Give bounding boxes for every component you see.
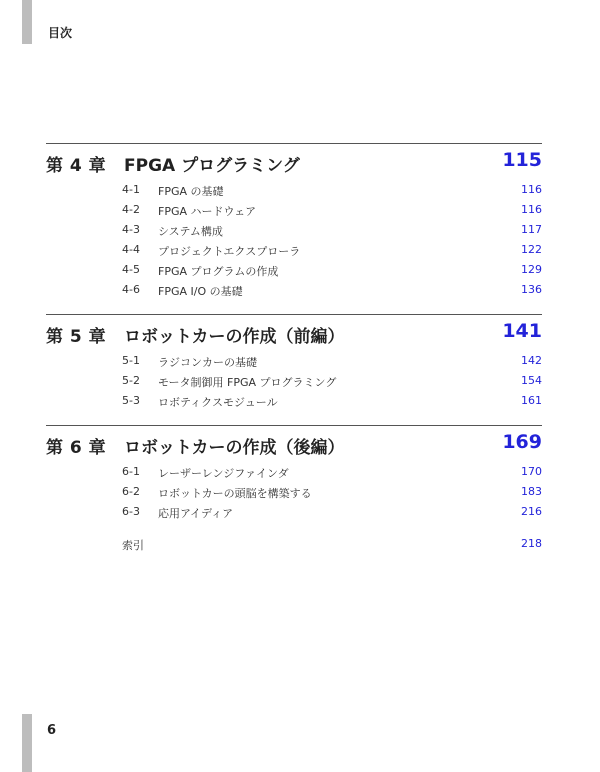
section-title: FPGA ハードウェア	[158, 205, 257, 218]
toc-entry[interactable]	[46, 280, 542, 300]
chapter-6	[46, 425, 542, 522]
section-page-link[interactable]: 154	[521, 374, 542, 387]
section-page-link[interactable]: 116	[521, 203, 542, 216]
section-page-link[interactable]: 136	[521, 283, 542, 296]
chapter-title: FPGA プログラミング	[124, 156, 300, 176]
section-number: 4-6	[122, 283, 140, 296]
toc-entry[interactable]	[46, 462, 542, 482]
section-number: 4-2	[122, 203, 140, 216]
section-title: プロジェクトエクスプローラ	[158, 245, 301, 258]
toc-entry[interactable]	[46, 482, 542, 502]
section-list	[46, 180, 542, 300]
section-title: システム構成	[158, 225, 223, 238]
section-title: FPGA の基礎	[158, 185, 224, 198]
chapter-heading[interactable]	[46, 426, 542, 462]
chapter-label: 第 5 章	[46, 327, 107, 347]
section-number: 4-4	[122, 243, 140, 256]
section-number: 4-1	[122, 183, 140, 196]
toc-entry[interactable]	[46, 200, 542, 220]
section-page-link[interactable]: 183	[521, 485, 542, 498]
chapter-heading[interactable]	[46, 144, 542, 180]
section-page-link[interactable]: 142	[521, 354, 542, 367]
toc-entry[interactable]	[46, 371, 542, 391]
section-page-link[interactable]: 170	[521, 465, 542, 478]
section-title: ロボティクスモジュール	[158, 396, 278, 409]
section-number: 6-1	[122, 465, 140, 478]
chapter-page-link[interactable]: 169	[502, 431, 542, 453]
index-title: 索引	[122, 539, 144, 552]
section-title: ロボットカーの頭脳を構築する	[158, 487, 312, 500]
section-title: FPGA I/O の基礎	[158, 285, 243, 298]
toc-entry[interactable]	[46, 502, 542, 522]
section-list	[46, 351, 542, 411]
toc-entry[interactable]	[46, 240, 542, 260]
section-number: 5-1	[122, 354, 140, 367]
page-header-title: 目次	[48, 26, 73, 40]
chapter-4	[46, 143, 542, 300]
side-tab-bottom	[22, 714, 32, 772]
chapter-title: ロボットカーの作成（後編）	[124, 438, 345, 458]
chapter-page-link[interactable]: 115	[502, 149, 542, 171]
section-number: 4-5	[122, 263, 140, 276]
toc-entry-index[interactable]	[46, 534, 542, 554]
index-page-link[interactable]: 218	[521, 537, 542, 550]
section-title: モータ制御用 FPGA プログラミング	[158, 376, 337, 389]
chapter-page-link[interactable]: 141	[502, 320, 542, 342]
toc-entry[interactable]	[46, 391, 542, 411]
section-number: 6-3	[122, 505, 140, 518]
toc-entry[interactable]	[46, 351, 542, 371]
chapter-5	[46, 314, 542, 411]
section-number: 4-3	[122, 223, 140, 236]
section-page-link[interactable]: 116	[521, 183, 542, 196]
section-number: 6-2	[122, 485, 140, 498]
section-page-link[interactable]: 129	[521, 263, 542, 276]
section-number: 5-2	[122, 374, 140, 387]
toc-entry[interactable]	[46, 260, 542, 280]
chapter-heading[interactable]	[46, 315, 542, 351]
section-title: FPGA プログラムの作成	[158, 265, 279, 278]
chapter-title: ロボットカーの作成（前編）	[124, 327, 345, 347]
toc-entry[interactable]	[46, 180, 542, 200]
section-title: ラジコンカーの基礎	[158, 356, 257, 369]
chapter-label: 第 6 章	[46, 438, 107, 458]
section-page-link[interactable]: 216	[521, 505, 542, 518]
section-page-link[interactable]: 122	[521, 243, 542, 256]
section-title: 応用アイディア	[158, 507, 234, 520]
section-list	[46, 462, 542, 522]
page-number: 6	[47, 723, 57, 738]
section-title: レーザーレンジファインダ	[158, 467, 289, 480]
side-tab-top	[22, 0, 32, 44]
section-number: 5-3	[122, 394, 140, 407]
chapter-label: 第 4 章	[46, 156, 107, 176]
section-page-link[interactable]: 117	[521, 223, 542, 236]
toc-entry[interactable]	[46, 220, 542, 240]
section-page-link[interactable]: 161	[521, 394, 542, 407]
